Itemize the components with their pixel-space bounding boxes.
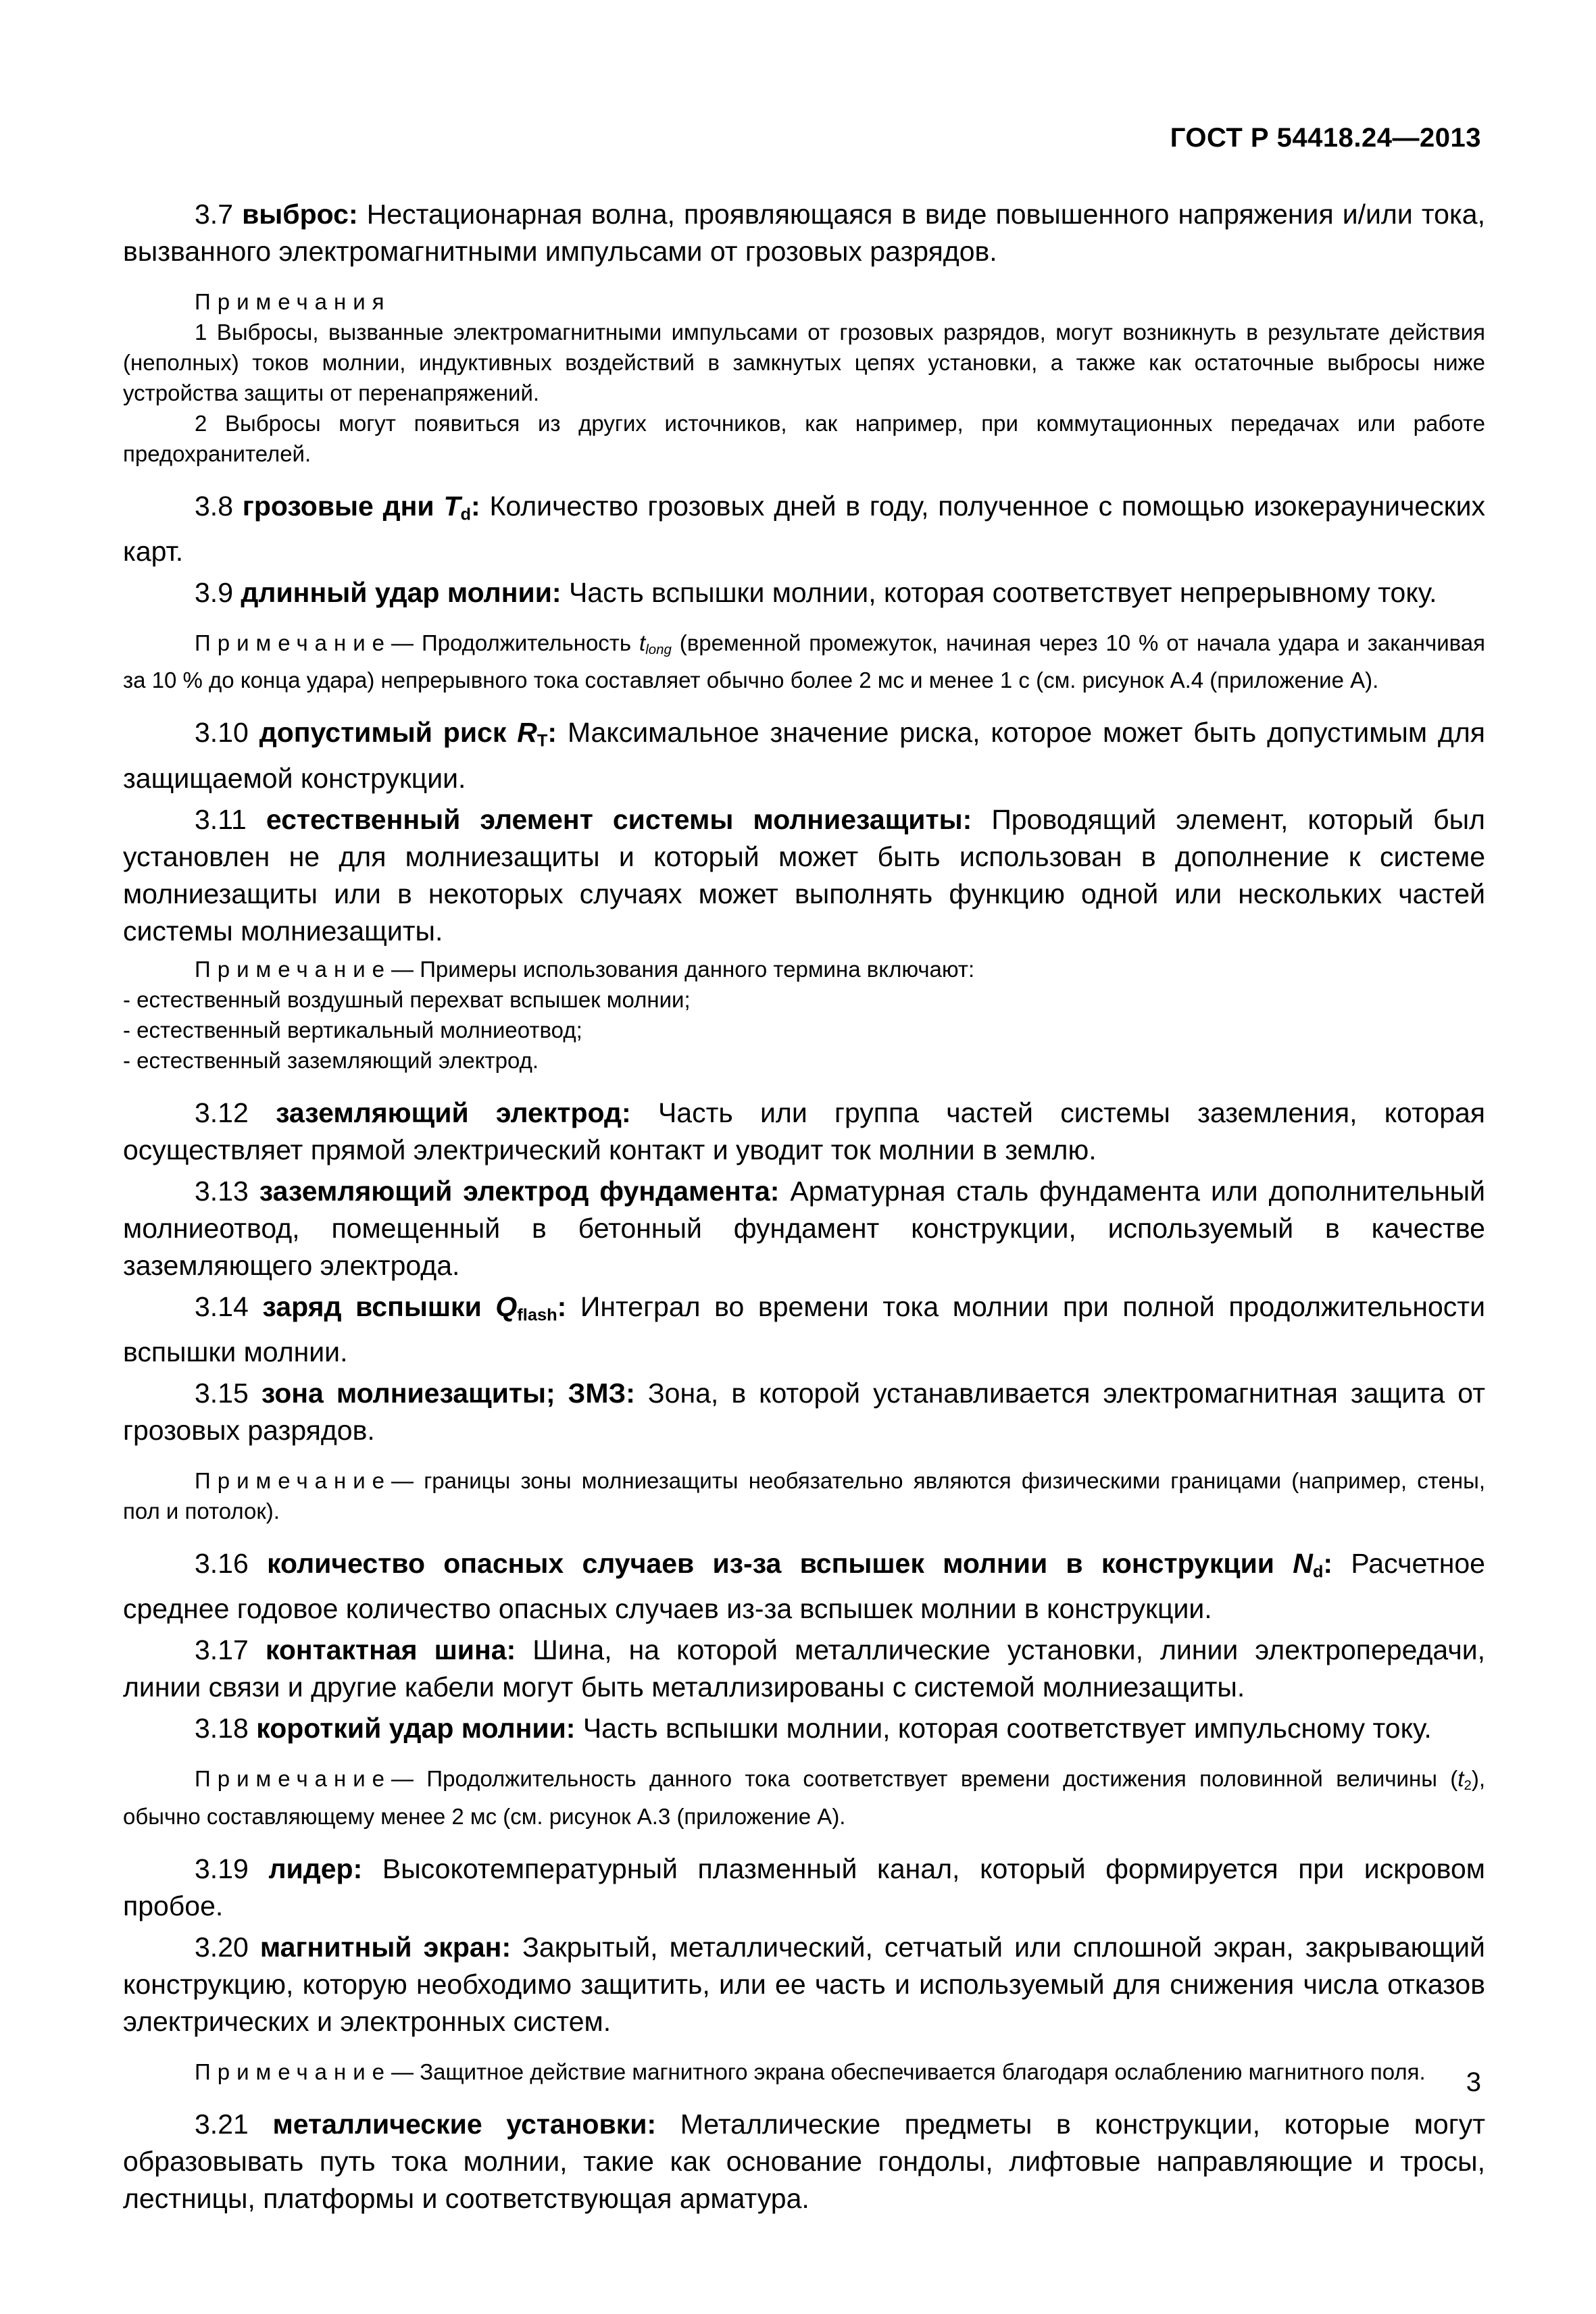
term-definition: Часть вспышки молнии, которая соответствует импульсному току. [582, 1713, 1432, 1744]
term-title: выброс: [242, 199, 358, 230]
term-colon: : [1323, 1548, 1333, 1580]
term-3-13 [123, 1173, 1485, 1284]
note-symbol-subscript: 2 [1464, 1778, 1472, 1794]
note-3-11 [123, 954, 1485, 1076]
term-definition: Проводящий элемент, который был установлен не для молниезащиты и который может быть использован в дополнение к системе молниезащиты или в некоторых случаях может выполнять функцию одной или нескольких частей системы молниезащиты. [123, 803, 1485, 947]
term-definition: Зона, в которой устанавливается электромагнитная защита от грозовых разрядов. [123, 1378, 1485, 1447]
note-text: ), обычно составляющему менее 2 мс (см. рисунок А.3 (приложение А). [123, 1766, 1485, 1829]
term-title: грозовые дни [242, 491, 434, 522]
term-symbol: R [517, 717, 537, 749]
note-label: Примечание [195, 1766, 392, 1792]
term-title: зона молниезащиты; ЗМЗ: [261, 1378, 635, 1409]
term-title: короткий удар молнии: [256, 1713, 576, 1744]
term-definition: Арматурная сталь фундамента или дополнительный молниеотвод, помещенный в бетонный фундамент конструкции, используемый в качестве заземляющего электрода. [123, 1175, 1485, 1281]
term-number: 3.8 [195, 491, 233, 522]
term-3-18 [123, 1710, 1485, 1747]
term-number: 3.14 [195, 1290, 249, 1322]
term-3-9 [123, 574, 1485, 611]
term-colon: : [557, 1290, 567, 1322]
term-3-17 [123, 1632, 1485, 1706]
term-number: 3.20 [195, 1931, 249, 1963]
note-text: (временной промежуток, начиная через 10 % от начала удара и заканчивая за 10 % до конца удара) непрерывного тока составляет обычно более 2 мс и менее 1 с (см. рисунок А.4 (приложение А). [123, 630, 1486, 693]
term-3-15 [123, 1375, 1485, 1449]
term-number: 3.7 [195, 199, 233, 230]
note-symbol-subscript: long [645, 642, 672, 658]
term-title: естественный элемент системы молниезащиты: [266, 803, 972, 835]
term-3-10 [123, 714, 1485, 797]
term-3-7 [123, 196, 1485, 270]
term-title: длинный удар молнии: [241, 577, 562, 609]
term-3-8 [123, 488, 1485, 570]
term-definition: Расчетное среднее годовое количество опасных случаев из-за вспышек молнии в конструкции. [123, 1548, 1485, 1625]
term-number: 3.15 [195, 1378, 249, 1409]
note-dash: — [391, 1766, 414, 1792]
term-3-19 [123, 1851, 1485, 1925]
term-symbol: N [1293, 1548, 1313, 1580]
note-text: Примеры использования данного термина включают: [420, 956, 975, 982]
note-label: Примечание [195, 956, 392, 982]
term-definition: Закрытый, металлический, сетчатый или сплошной экран, закрывающий конструкцию, которую необходимо защитить, или ее часть и используемый для снижения числа отказов электрических и электронных систем. [123, 1931, 1485, 2037]
term-number: 3.11 [195, 803, 247, 835]
page-content [123, 196, 1485, 2221]
term-symbol-subscript: T [537, 731, 548, 751]
term-definition: Высокотемпературный плазменный канал, который формируется при искровом пробое. [123, 1853, 1485, 1921]
note-list-item: - естественный заземляющий электрод. [123, 1047, 539, 1073]
term-3-20 [123, 1929, 1485, 2040]
term-title: количество опасных случаев из-за вспышек молнии в конструкции [267, 1548, 1274, 1580]
note-symbol: t [639, 630, 646, 656]
term-definition: Максимальное значение риска, которое может быть допустимым для защищаемой конструкции. [123, 717, 1485, 794]
term-3-11 [123, 801, 1485, 950]
term-symbol-subscript: d [1312, 1562, 1324, 1582]
note-list-item: - естественный вертикальный молниеотвод; [123, 1017, 582, 1042]
note-dash: — [391, 956, 414, 982]
term-number: 3.10 [195, 717, 249, 749]
term-colon: : [471, 491, 480, 522]
term-number: 3.13 [195, 1175, 249, 1207]
term-number: 3.12 [195, 1097, 249, 1128]
term-3-12 [123, 1095, 1485, 1169]
page-number: 3 [1466, 2067, 1481, 2097]
term-number: 3.18 [195, 1713, 249, 1744]
term-3-21 [123, 2106, 1485, 2217]
note-3-20 [123, 2057, 1485, 2087]
term-title: магнитный экран: [259, 1931, 512, 1963]
note-text: границы зоны молниезащиты необязательно являются физическими границами (например, стены, пол и потолок). [123, 1468, 1485, 1524]
term-title: металлические установки: [272, 2108, 657, 2140]
term-number: 3.21 [195, 2108, 249, 2140]
term-colon: : [547, 717, 557, 749]
term-number: 3.16 [195, 1548, 249, 1580]
term-definition: Металлические предметы в конструкции, которые могут образовывать путь тока молнии, такие как основание гондолы, лифтовые направляющие и тросы, лестницы, платформы и соответствующая арматура. [123, 2108, 1485, 2214]
term-symbol: Q [495, 1290, 518, 1322]
note-label: Примечание [195, 2059, 392, 2084]
note-text: Защитное действие магнитного экрана обеспечивается благодаря ослаблению магнитного поля. [420, 2059, 1426, 2084]
term-definition: Интеграл во времени тока молнии при полной продолжительности вспышки молнии. [123, 1290, 1485, 1368]
note-intro [123, 954, 1485, 984]
standard-header: ГОСТ Р 54418.24—2013 [1170, 123, 1481, 153]
term-definition: Нестационарная волна, проявляющаяся в виде повышенного напряжения и/или тока, вызванного электромагнитными импульсами от грозовых разрядов. [123, 199, 1485, 267]
note-dash: — [391, 630, 414, 656]
note-label: Примечание [195, 630, 392, 656]
term-title: контактная шина: [265, 1634, 516, 1666]
note-label: Примечание [195, 1468, 392, 1494]
note-dash: — [391, 1468, 414, 1494]
note-item: 1 Выбросы, вызванные электромагнитными импульсами от грозовых разрядов, могут возникнуть в результате действия (неполных) токов молнии, индуктивных воздействий в замкнутых цепях установки, а также как остаточные выбросы ниже устройства защиты от перенапряжений. [123, 320, 1485, 405]
note-list-item: - естественный воздушный перехват вспышек молнии; [123, 986, 691, 1012]
note-3-9 [123, 628, 1485, 695]
note-symbol: t [1457, 1766, 1464, 1792]
term-number: 3.17 [195, 1634, 249, 1666]
term-title: заземляющий электрод: [276, 1097, 631, 1128]
note-3-7 [123, 286, 1485, 469]
term-definition: Часть вспышки молнии, которая соответствует непрерывному току. [568, 577, 1437, 609]
term-definition: Часть или группа частей системы заземления, которая осуществляет прямой электрический контакт и уводит ток молнии в землю. [123, 1097, 1485, 1165]
term-title: допустимый риск [259, 717, 507, 749]
term-symbol-subscript: d [460, 505, 472, 524]
term-3-14 [123, 1288, 1485, 1371]
term-title: заряд вспышки [262, 1290, 482, 1322]
term-title: лидер: [268, 1853, 363, 1884]
term-title: заземляющий электрод фундамента: [259, 1175, 780, 1207]
term-number: 3.19 [195, 1853, 249, 1884]
note-dash: — [391, 2059, 414, 2084]
term-definition: Количество грозовых дней в году, полученное с помощью изокераунических карт. [123, 491, 1485, 568]
term-definition: Шина, на которой металлические установки, линии электропередачи, линии связи и другие кабели могут быть металлизированы с системой молниезащиты. [123, 1634, 1485, 1703]
note-text: Продолжительность [421, 630, 632, 656]
note-3-15 [123, 1465, 1485, 1526]
term-symbol-subscript: flash [517, 1305, 557, 1325]
note-item: 2 Выбросы могут появиться из других источников, как например, при коммутационных передачах или работе предохранителей. [123, 411, 1485, 466]
term-number: 3.9 [195, 577, 233, 609]
note-label: Примечания [195, 289, 391, 314]
term-symbol: T [443, 491, 461, 522]
note-text: Продолжительность данного тока соответствует времени достижения половинной величины ( [426, 1766, 1458, 1792]
term-3-16 [123, 1545, 1485, 1628]
note-3-18 [123, 1763, 1485, 1831]
